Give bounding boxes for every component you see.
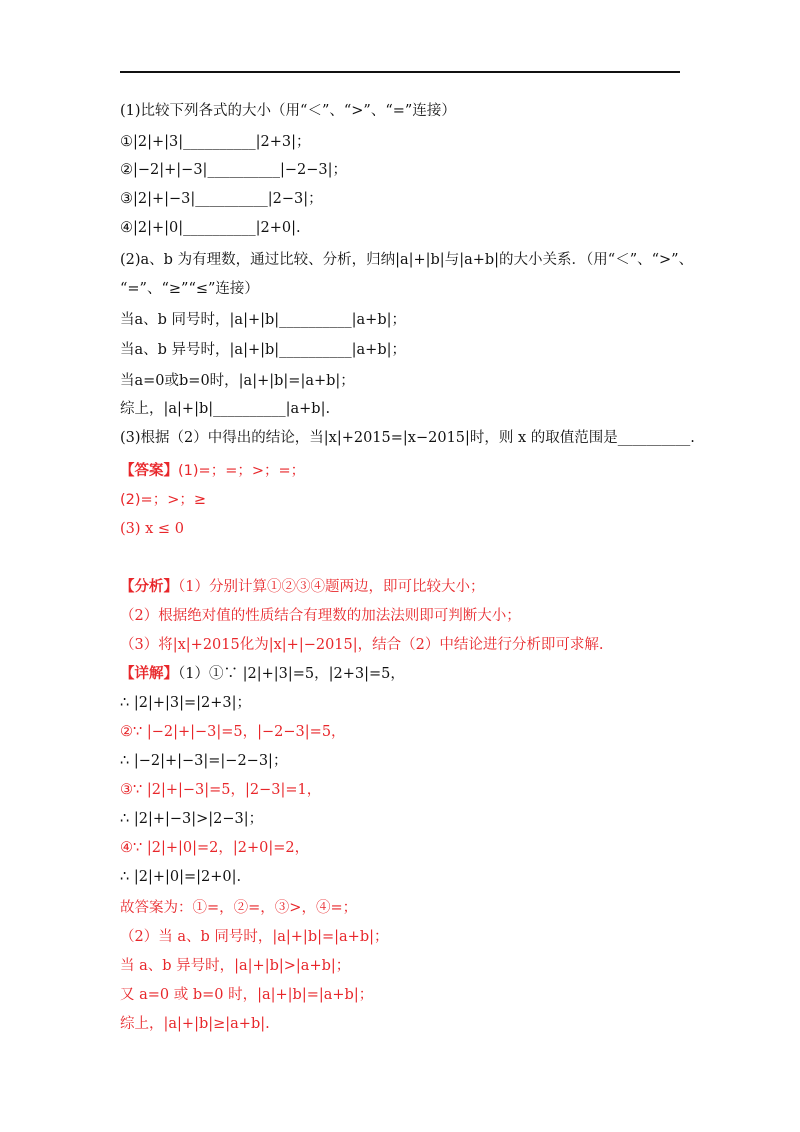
header-rule (120, 71, 680, 73)
detail-line-2: ∴ |2|+|3|=|2+3|； (120, 695, 251, 711)
analysis-line-3: （3）将|x|+2015化为|x|+|−2015|，结合（2）中结论进行分析即可求解. (120, 637, 604, 653)
answer-line-1 (120, 461, 305, 481)
q1-item-2: ②|−2|+|−3|__________|−2−3|； (120, 162, 347, 178)
detail-line-13: 综上，|a|+|b|≥|a+b|. (120, 1016, 270, 1032)
detail-line-12: 又 a=0 或 b=0 时，|a|+|b|=|a+b|； (120, 987, 374, 1003)
detail-line-1 (120, 664, 405, 684)
detail-line-5: ③∵ |2|+|−3|=5，|2−3|=1， (120, 782, 322, 798)
q2-line-1: 当a、b 同号时，|a|+|b|__________|a+b|； (120, 312, 406, 328)
analysis-label: 【分析】 (120, 578, 178, 595)
detail-line-3: ②∵ |−2|+|−3|=5，|−2−3|=5， (120, 724, 346, 740)
detail-line-6: ∴ |2|+|−3|>|2−3|； (120, 811, 264, 827)
q2-prompt-1: (2)a、b 为有理数，通过比较、分析，归纳|a|+|b|与|a+b|的大小关系．（用“＜”、“>”、 (120, 252, 694, 268)
q3-prompt: (3)根据（2）中得出的结论，当|x|+2015=|x−2015|时，则 x 的取值范围是__________. (120, 430, 695, 446)
answer-line-2: (2)=；>；≥ (120, 492, 206, 508)
detail-line-10: （2）当 a、b 同号时，|a|+|b|=|a+b|； (120, 929, 389, 945)
q2-line-4: 综上，|a|+|b|__________|a+b|. (120, 401, 331, 417)
q1-prompt: (1)比较下列各式的大小（用“＜”、“>”、“=”连接） (120, 103, 456, 119)
q2-prompt-2: “=”、“≥”“≤”连接） (120, 281, 259, 297)
analysis-line-1 (120, 577, 484, 597)
detail-line-8: ∴ |2|+|0|=|2+0|. (120, 869, 242, 885)
answer-line-3: (3) x ≤ 0 (120, 521, 184, 537)
q2-line-2: 当a、b 异号时，|a|+|b|__________|a+b|； (120, 342, 406, 358)
answer-label: 【答案】 (120, 463, 178, 479)
detail-label: 【详解】 (120, 665, 178, 682)
detail-line-7: ④∵ |2|+|0|=2，|2+0|=2， (120, 840, 310, 856)
q1-item-1: ①|2|+|3|__________|2+3|； (120, 134, 311, 150)
q1-item-3: ③|2|+|−3|__________|2−3|； (120, 191, 323, 207)
answer-text-1: (1)=；=；>；=； (178, 463, 306, 479)
analysis-line-2: （2）根据绝对值的性质结合有理数的加法法则即可判断大小； (120, 608, 521, 624)
q1-item-4: ④|2|+|0|__________|2+0|. (120, 220, 301, 236)
detail-text-1: （1）①∵ |2|+|3|=5，|2+3|=5， (178, 666, 405, 682)
detail-line-9: 故答案为：①=，②=，③>，④=； (120, 900, 358, 916)
detail-line-4: ∴ |−2|+|−3|=|−2−3|； (120, 753, 288, 769)
q2-line-3: 当a=0或b=0时，|a|+|b|=|a+b|； (120, 373, 355, 389)
detail-line-11: 当 a、b 异号时，|a|+|b|>|a+b|； (120, 958, 351, 974)
analysis-text-1: （1）分别计算①②③④题两边，即可比较大小； (178, 579, 485, 595)
